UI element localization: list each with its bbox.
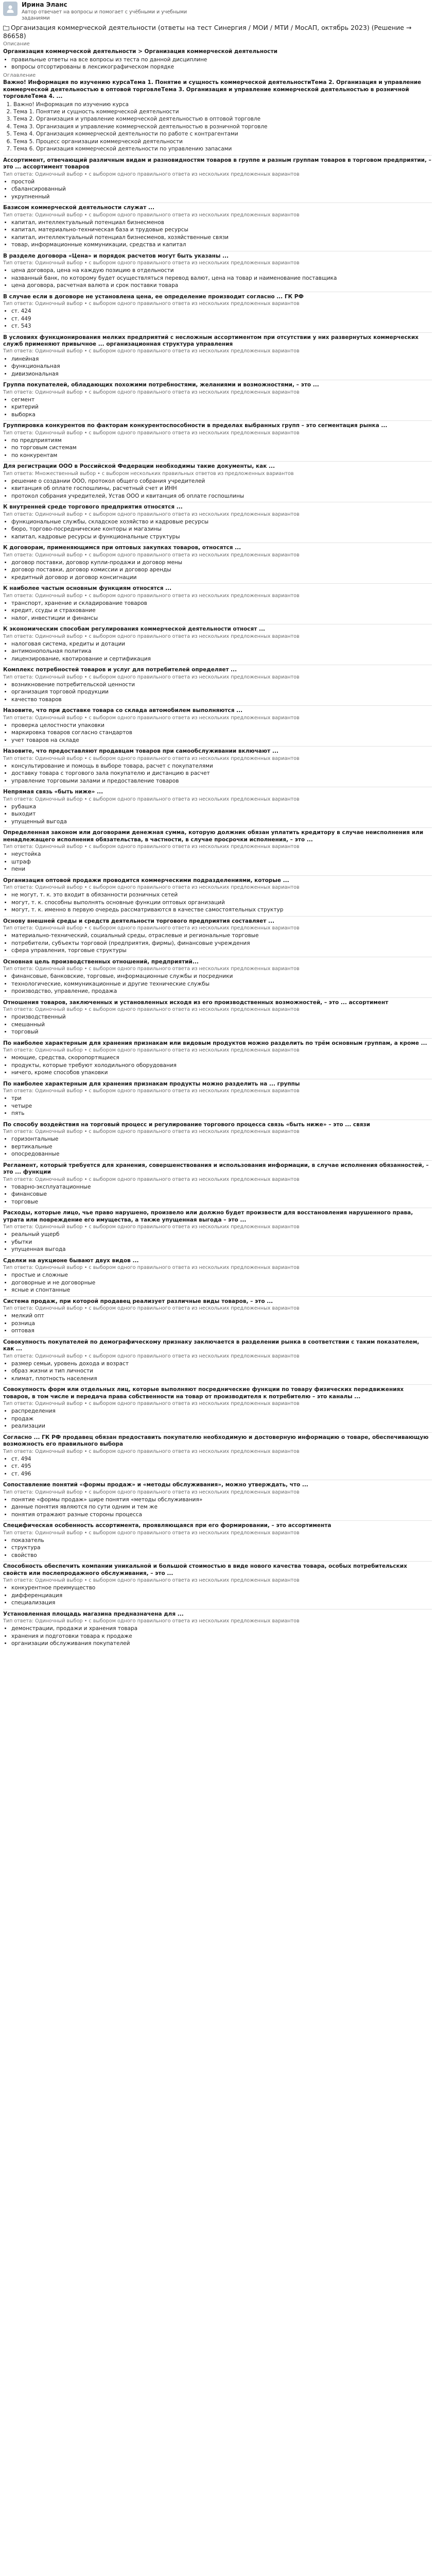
question-item [3,543,432,583]
author-block [3,0,432,23]
answer-options [3,1184,432,1206]
answer-options [3,1272,432,1294]
question-type: Тип ответа: Одиночный выбор • с выбором одного правильного ответа из нескольких предложенных вариантов [3,925,300,931]
answer-option: • качество товаров [11,697,432,703]
answer-option: • штраф [11,859,432,866]
answer-options [3,560,432,581]
answer-option: • учет товаров на складе [11,737,432,744]
answer-option: • кредит, ссуды и страхование [11,607,432,614]
question-type: Тип ответа: Одиночный выбор • с выбором одного правильного ответа из нескольких предложенных вариантов [3,171,300,177]
question-item [3,420,432,461]
answer-option: • сфера управления, торговые структуры [11,947,432,954]
answer-option: • кредитный договор и договор консигнации [11,574,432,581]
answer-options [3,397,432,418]
answer-option: • вертикальные [11,1144,432,1150]
question-text: В разделе договора «Цена» и порядок расчетов могут быть указаны ... [3,252,229,259]
answer-option: • выборка [11,412,432,418]
answer-options [3,1014,432,1036]
question-type: Тип ответа: Одиночный выбор • с выбором одного правильного ответа из нескольких предложенных вариантов [3,301,300,307]
answer-option: • маркировка товаров согласно стандартов [11,730,432,736]
question-item [3,1256,432,1296]
question-type: Тип ответа: Одиночный выбор • с выбором одного правильного ответа из нескольких предложенных вариантов [3,1047,300,1054]
answer-options [3,1456,432,1478]
question-text: К внутренней среде торгового предприятия относятся ... [3,504,183,511]
answer-option: • протокол собрания учредителей, Устав ООО и квитанция об оплате госпошлины [11,493,432,500]
question-text: Ассортимент, отвечающий различным видам и разновидностям товаров в группе и разным группам товаров в торговом предприятии, – это ... ассортимент товаров [3,157,431,171]
question-text: Для регистрации ООО в Российской Федерации необходимы такие документы, как ... [3,463,275,470]
answer-option: • дивизиональная [11,371,432,378]
answer-option: • цена договора, расчетная валюта и срок поставки товара [11,282,432,289]
question-type: Тип ответа: Одиночный выбор • с выбором одного правильного ответа из нескольких предложенных вариантов [3,1176,300,1182]
answer-option: • образ жизни и тип личности [11,1368,432,1375]
answer-option: • рубашка [11,804,432,810]
question-type: Тип ответа: Одиночный выбор • с выбором одного правильного ответа из нескольких предложенных вариантов [3,796,300,802]
answer-options [3,437,432,459]
question-text: Назовите, что при доставке товара со склада автомобилем выполняются ... [3,707,243,714]
question-type: Тип ответа: Одиночный выбор • с выбором одного правильного ответа из нескольких предложенных вариантов [3,212,300,218]
question-item [3,1384,432,1432]
question-text: Установленная площадь магазина предназначена для ... [3,1611,184,1617]
toc-item[interactable]: 4. Тема 3. Организация и управление коммерческой деятельностью в розничной торговле [13,124,432,130]
answer-option: • свойство [11,1552,432,1559]
question-type: Тип ответа: Одиночный выбор • с выбором одного правильного ответа из нескольких предложенных вариантов [3,260,300,266]
answer-option: • бюро, торгово-посреднические конторы и магазины [11,526,432,533]
question-text: Расходы, которые лицо, чье право нарушено, произвело или должно будет произвести для восстановления нарушенного права, утрата или повреждение его имущества, а также упущенная выгода – это ... [3,1210,413,1223]
question-text: Базисом коммерческой деятельности служат ... [3,205,154,211]
answer-option: • организации обслуживания покупателей [11,1640,432,1647]
answer-option: • лицензирование, квотирование и сертификация [11,656,432,663]
toc-item[interactable]: 5. Тема 4. Организация коммерческой деятельности по работе с контрагентами [13,131,432,138]
answer-option: • продаж [11,1416,432,1422]
question-text: В случае если в договоре не установлена цена, ее определение производит согласно ... ГК РФ [3,293,304,300]
question-item [3,1079,432,1120]
question-type: Тип ответа: Одиночный выбор • с выбором одного правильного ответа из нескольких предложенных вариантов [3,389,300,395]
question-text: Основная цель производственных отношений, предприятий... [3,958,199,965]
answer-option: • продукты, которые требуют холодильного оборудования [11,1062,432,1069]
answer-option: • размер семьи, уровень дохода и возраст [11,1361,432,1367]
answer-options [3,478,432,500]
answer-option: • товар, информационные коммуникации, средства и капитал [11,242,432,248]
question-item [3,705,432,746]
question-text: К наиболее частым основным функциям относятся ... [3,585,172,592]
question-text: Отношения товаров, заключенных и установленных исходя из его производственных возможностей, – это ... ассортимент [3,999,389,1006]
answer-options [3,1136,432,1158]
question-type: Тип ответа: Одиночный выбор • с выбором одного правильного ответа из нескольких предложенных вариантов [3,1401,300,1407]
answer-option: • показатель [11,1537,432,1544]
answer-option: • ничего, кроме способов упаковки [11,1070,432,1076]
question-text: По способу воздействия на торговый процесс и регулирование торгового процесса связь «быть ниже» – это ... связи [3,1121,370,1128]
answer-option: • капитал, кадровые ресурсы и функциональные структуры [11,534,432,540]
toc-item[interactable]: 1. Важно! Информация по изучению курса [13,101,432,108]
toc-title: Важно! Информация по изучению курсаТема 1. Понятие и сущность коммерческой деятельностиТема 2. Организация и управление коммерческой деятельностью в оптовой торговлеТема 3. Организация и управление коммерческой деятельностью в розничной торговлеТема 4. ... [3,79,422,100]
question-text: Специфическая особенность ассортимента, проявляющаяся при его формировании, – это ассортимента [3,1522,332,1529]
answer-option: • цена договора, цена на каждую позицию в отдельности [11,267,432,274]
question-type: Тип ответа: Одиночный выбор • с выбором одного правильного ответа из нескольких предложенных вариантов [3,1530,300,1536]
answer-option: • оптовая [11,1328,432,1334]
question-item [3,1120,432,1160]
question-type: Тип ответа: Одиночный выбор • с выбором одного правильного ответа из нескольких предложенных вариантов [3,1448,300,1454]
answer-options [3,600,432,622]
answer-option: • дифференциация [11,1592,432,1599]
question-type: Тип ответа: Одиночный выбор • с выбором одного правильного ответа из нескольких предложенных вариантов [3,1129,300,1135]
answer-option: • убытки [11,1239,432,1246]
answer-option: • ст. 495 [11,1463,432,1470]
answer-options [3,1095,432,1117]
answer-option: • неустойка [11,851,432,858]
answer-option: • сбалансированный [11,186,432,193]
answer-option: • линейная [11,356,432,363]
question-item [3,1038,432,1079]
answer-options [3,1231,432,1253]
question-type: Тип ответа: Одиночный выбор • с выбором одного правильного ответа из нескольких предложенных вариантов [3,674,300,680]
toc-label: Оглавление [3,72,36,78]
question-text: Организация оптовой продажи проводится коммерческими подразделениями, которые ... [3,877,289,884]
answer-options [3,356,432,378]
answer-options [3,933,432,954]
answer-options [3,1537,432,1559]
answer-options [3,267,432,289]
answer-option: • потребители, субъекты торговой (предприятия, фирмы), финансовые учреждения [11,940,432,947]
answer-option: • выходит [11,811,432,818]
answer-option: • опосредованные [11,1151,432,1158]
answer-option: • налоговая система, кредиты и дотации [11,641,432,648]
page-title-text: Организация коммерческой деятельности (ответы на тест Синергия / МОИ / МТИ / МосАП, октябрь 2023) (Решение → 86658) [3,24,412,40]
answer-option: • производственный [11,1014,432,1021]
question-text: По наиболее характерным для хранения признакам продукты можно разделить на ... группы [3,1080,300,1087]
answer-options [3,892,432,913]
answer-option: • торговый [11,1029,432,1036]
answer-option: • договор поставки, договор купли-продажи и договор мены [11,560,432,566]
question-item [3,916,432,957]
answer-option: • по конкурентам [11,452,432,459]
question-text: К договорам, применяющимся при оптовых закупках товаров, относятся ... [3,545,241,551]
answer-option: • организация торговой продукции [11,689,432,696]
folder-icon [3,25,9,30]
answer-option: • производство, управление, продажа [11,988,432,995]
answer-options [3,1408,432,1430]
question-text: Непрямая связь «быть ниже» ... [3,789,103,795]
question-type: Тип ответа: Одиночный выбор • с выбором одного правильного ответа из нескольких предложенных вариантов [3,755,300,761]
answer-options [3,973,432,995]
answer-option: • простой [11,179,432,185]
answer-option: • данные понятия являются по сути одним и тем же [11,1504,432,1511]
answer-option: • ст. 449 [11,316,432,323]
answer-option: • три [11,1095,432,1102]
answer-option: • сегмент [11,397,432,403]
question-item [3,1432,432,1480]
question-type: Тип ответа: Одиночный выбор • с выбором одного правильного ответа из нескольких предложенных вариантов [3,844,300,850]
question-text: Регламент, который требуется для хранения, совершенствования и использования информации, в случае исполнения обязанностей, – это ... функции [3,1162,429,1176]
question-item [3,1480,432,1520]
question-text: Комплекс потребностей товаров и услуг для потребителей определяет ... [3,667,237,673]
question-item [3,624,432,665]
answer-option: • упущенная выгода [11,1246,432,1253]
answer-options [3,763,432,785]
answer-options [3,179,432,200]
question-type: Тип ответа: Одиночный выбор • с выбором одного правильного ответа из нескольких предложенных вариантов [3,885,300,891]
question-text: Сопоставление понятий «формы продаж» и «методы обслуживания», можно утверждать, что ... [3,1482,308,1488]
question-item [3,827,432,875]
question-text: В условиях функционирования мелких предприятий с несложным ассортиментом при отсутствии у них развернутых коммерческих служб применяют привычное ... организационная структура управления [3,334,419,348]
answer-option: • капитал, интеллектуальный потенциал бизнесменов [11,219,432,226]
question-text: Совокупность покупателей по демографическому признаку заключается в разделении рынка в соответствии с таким показателем, как ... [3,1338,420,1352]
question-item [3,583,432,624]
description-bullet: • правильные ответы на все вопросы из теста по данной дисциплине [11,57,432,63]
author-description: Автор отвечает на вопросы и помогает с учёбными и учебными заданиями [22,9,187,21]
answer-option: • ст. 494 [11,1456,432,1463]
question-type: Тип ответа: Одиночный выбор • с выбором одного правильного ответа из нескольких предложенных вариантов [3,1618,300,1624]
question-item [3,746,432,787]
question-type: Тип ответа: Одиночный выбор • с выбором одного правильного ответа из нескольких предложенных вариантов [3,592,300,599]
answer-option: • горизонтальные [11,1136,432,1143]
answer-option: • функциональная [11,363,432,370]
answer-options [3,1055,432,1076]
answer-option: • решение о создании ООО, протокол общего собрания учредителей [11,478,432,485]
answer-option: • материально-технический, социальный среды, отраслевые и региональные торговые [11,933,432,939]
answer-option: • пять [11,1110,432,1117]
answer-option: • демонстрации, продажи и хранения товара [11,1625,432,1632]
answer-option: • реальный ущерб [11,1231,432,1238]
answer-option: • реализации [11,1423,432,1430]
question-item [3,787,432,827]
question-type: Тип ответа: Одиночный выбор • с выбором одного правильного ответа из нескольких предложенных вариантов [3,511,300,517]
answer-option: • договорные и не договорные [11,1280,432,1286]
answer-option: • структура [11,1545,432,1551]
toc-item[interactable]: 6. Тема 5. Процесс организации коммерческой деятельности [13,139,432,145]
answer-option: • проверка целостности упаковки [11,722,432,729]
answer-option: • ст. 424 [11,308,432,315]
question-type: Тип ответа: Одиночный выбор • с выбором одного правильного ответа из нескольких предложенных вариантов [3,348,300,354]
answer-option: • могут, т. к. именно в первую очередь рассматриваются в качестве самостоятельных структур [11,907,432,913]
answer-options [3,851,432,873]
answer-option: • функциональные службы, складское хозяйство и кадровые ресурсы [11,519,432,526]
question-item [3,1561,432,1608]
questions-list [3,155,432,1650]
answer-option: • конкурентное преимущество [11,1585,432,1591]
answer-option: • мелкий опт [11,1313,432,1319]
answer-option: • антимонопольная политика [11,648,432,655]
toc-list [3,101,432,153]
answer-option: • квитанция об оплате госпошлины, расчетный счет и ИНН [11,485,432,492]
question-type: Тип ответа: Одиночный выбор • с выбором одного правильного ответа из нескольких предложенных вариантов [3,1265,300,1271]
question-item [3,1296,432,1337]
answer-option: • транспорт, хранение и складирование товаров [11,600,432,607]
answer-option: • финансовые, банковские, торговые, информационные службы и посредники [11,973,432,980]
user-icon [6,4,15,13]
answer-option: • технологические, коммуникационные и другие технические службы [11,981,432,988]
answer-options [3,641,432,663]
question-text: Согласно ... ГК РФ продавец обязан предоставить покупателю необходимую и достоверную информацию о товаре, обеспечивающую возможность его правильного выбора [3,1434,429,1448]
answer-option: • по предприятиям [11,437,432,444]
toc-item[interactable]: 7. Тема 6. Организация коммерческой деятельности по управлению запасами [13,146,432,152]
answer-option: • климат, плотность населения [11,1376,432,1382]
question-text: Система продаж, при которой продавец реализует различные виды товаров, – это ... [3,1298,273,1304]
answer-option: • капитал, интеллектуальный потенциал бизнесменов, хозяйственные связи [11,234,432,241]
author-info [22,1,191,21]
answer-option: • товарно-эксплуатационные [11,1184,432,1191]
question-text: Совокупность форм или отдельных лиц, которые выполняют посреднические функции по товару физических передвижениях товаров, в том числе и передача права собственности на товар от производителя к потребителю – это каналы ... [3,1386,404,1400]
question-type: Тип ответа: Одиночный выбор • с выбором одного правильного ответа из нескольких предложенных вариантов [3,1353,300,1359]
answer-options [3,722,432,744]
answer-option: • капитал, материально-техническая база и трудовые ресурсы [11,227,432,233]
question-item [3,1609,432,1650]
answer-options [3,1313,432,1334]
answer-option: • смешанный [11,1022,432,1028]
answer-option: • ст. 543 [11,323,432,330]
answer-options [3,804,432,825]
author-name[interactable]: Ирина Эланс [22,1,67,8]
description-bullet: • вопросы отсортированы в лексикографическом порядке [11,64,432,71]
answer-option: • возникновение потребительской ценности [11,682,432,688]
question-type: Тип ответа: Одиночный выбор • с выбором одного правильного ответа из нескольких предложенных вариантов [3,715,300,721]
question-item [3,957,432,997]
question-item [3,502,432,543]
question-text: Сделки на аукционе бывают двух видов ... [3,1257,139,1264]
answer-option: • не могут, т. к. это входит в обязанности розничных сетей [11,892,432,899]
answer-options [3,1585,432,1606]
answer-option: • доставку товара с торгового зала покупателю и дистанцию в расчет [11,770,432,777]
avatar[interactable] [3,2,18,16]
page-title [3,24,432,40]
answer-option: • ясные и спонтанные [11,1287,432,1294]
answer-option: • понятия отражают разные стороны процесса [11,1512,432,1518]
answer-option: • простые и сложные [11,1272,432,1279]
question-type: Тип ответа: Одиночный выбор • с выбором одного правильного ответа из нескольких предложенных вариантов [3,430,300,436]
question-text: К экономическим способам регулирования коммерческой деятельности относят ... [3,626,265,633]
question-item [3,251,432,292]
question-type: Тип ответа: Одиночный выбор • с выбором одного правильного ответа из нескольких предложенных вариантов [3,552,300,558]
question-type: Тип ответа: Одиночный выбор • с выбором одного правильного ответа из нескольких предложенных вариантов [3,966,300,972]
question-item [3,380,432,420]
question-type: Тип ответа: Множественный выбор • с выбором нескольких правильных ответов из предложенных вариантов [3,470,294,477]
question-text: Назовите, что предоставляют продавцам товаров при самообслуживании включают ... [3,748,278,755]
question-type: Тип ответа: Одиночный выбор • с выбором одного правильного ответа из нескольких предложенных вариантов [3,1224,300,1230]
question-item [3,1208,432,1255]
answer-option: • могут, т. к. способны выполнять основные функции оптовых организаций [11,900,432,906]
answer-option: • пени [11,866,432,873]
answer-options [3,308,432,330]
answer-options [3,1497,432,1518]
question-type: Тип ответа: Одиночный выбор • с выбором одного правильного ответа из нескольких предложенных вариантов [3,1088,300,1094]
question-text: Способность обеспечить компании уникальной и большой стоимостью в виде нового качества товара, особых потребительских свойств или послепродажного обслуживания, – это ... [3,1563,407,1577]
question-text: Определенная законом или договорами денежная сумма, которую должник обязан уплатить кредитору в случае неисполнения или ненадлежащего исполнения обязательства, в частности, в случае просрочки исполнения, – это ... [3,829,424,843]
description-label: Описание [3,41,30,47]
question-item [3,1520,432,1561]
answer-options [3,682,432,703]
answer-option: • торговые [11,1199,432,1206]
answer-option: • консультирование и помощь в выборе товара, расчет с покупателями [11,763,432,770]
answer-option: • финансовые [11,1191,432,1198]
answer-option: • распределения [11,1408,432,1415]
question-item [3,202,432,250]
question-item [3,1160,432,1208]
answer-option: • налог, инвестиции и финансы [11,615,432,622]
answer-option: • четыре [11,1103,432,1110]
question-item [3,155,432,202]
question-type: Тип ответа: Одиночный выбор • с выбором одного правильного ответа из нескольких предложенных вариантов [3,1007,300,1013]
question-type: Тип ответа: Одиночный выбор • с выбором одного правильного ответа из нескольких предложенных вариантов [3,1578,300,1583]
question-item [3,665,432,705]
question-item [3,332,432,380]
answer-option: • упущенный выгода [11,819,432,825]
answer-options [3,1625,432,1647]
question-type: Тип ответа: Одиночный выбор • с выбором одного правильного ответа из нескольких предложенных вариантов [3,633,300,639]
question-type: Тип ответа: Одиночный выбор • с выбором одного правильного ответа из нескольких предложенных вариантов [3,1489,300,1495]
question-item [3,875,432,916]
question-item [3,997,432,1038]
answer-option: • специализация [11,1600,432,1606]
question-text: Основу внешней среды и средств деятельности торгового предприятия составляет ... [3,918,274,924]
description-title: Организация коммерческой деятельности > Организация коммерческой деятельности [3,48,277,55]
answer-options [3,519,432,540]
question-text: По наиболее характерным для хранения признакам или видовым продуктов можно разделить по трём основным группам, а кроме ... [3,1040,427,1046]
answer-option: • моющие, средства, скоропортящиеся [11,1055,432,1061]
answer-option: • розница [11,1320,432,1327]
answer-option: • ст. 496 [11,1471,432,1478]
question-item [3,292,432,332]
question-type: Тип ответа: Одиночный выбор • с выбором одного правильного ответа из нескольких предложенных вариантов [3,1306,300,1312]
answer-options [3,1361,432,1382]
answer-option: • хранения и подготовки товара к продаже [11,1633,432,1640]
answer-option: • понятие «формы продаж» шире понятия «методы обслуживания» [11,1497,432,1503]
answer-option: • по торговым системам [11,445,432,451]
toc-item[interactable]: 3. Тема 2. Организация и управление коммерческой деятельностью в оптовой торговле [13,116,432,123]
question-text: Группировка конкурентов по факторам конкурентоспособности в пределах выбранных групп – это сегментация рынка ... [3,422,388,429]
question-item [3,1337,432,1384]
answer-option: • критерий [11,404,432,411]
answer-option: • укрупненный [11,194,432,200]
answer-options [3,219,432,249]
toc-item[interactable]: 2. Тема 1. Понятие и сущность коммерческой деятельности [13,109,432,115]
question-text: Группа покупателей, обладающих похожими потребностями, желаниями и возможностями, – это ... [3,382,319,388]
answer-option: • договор поставки, договор комиссии и договор аренды [11,567,432,573]
answer-option: • названный банк, по которому будет осуществляться перевод валют, цена на товар и наименование поставщика [11,275,432,282]
description-bullets [3,57,432,71]
answer-option: • управление торговыми залами и предоставление товаров [11,778,432,785]
question-item [3,461,432,502]
